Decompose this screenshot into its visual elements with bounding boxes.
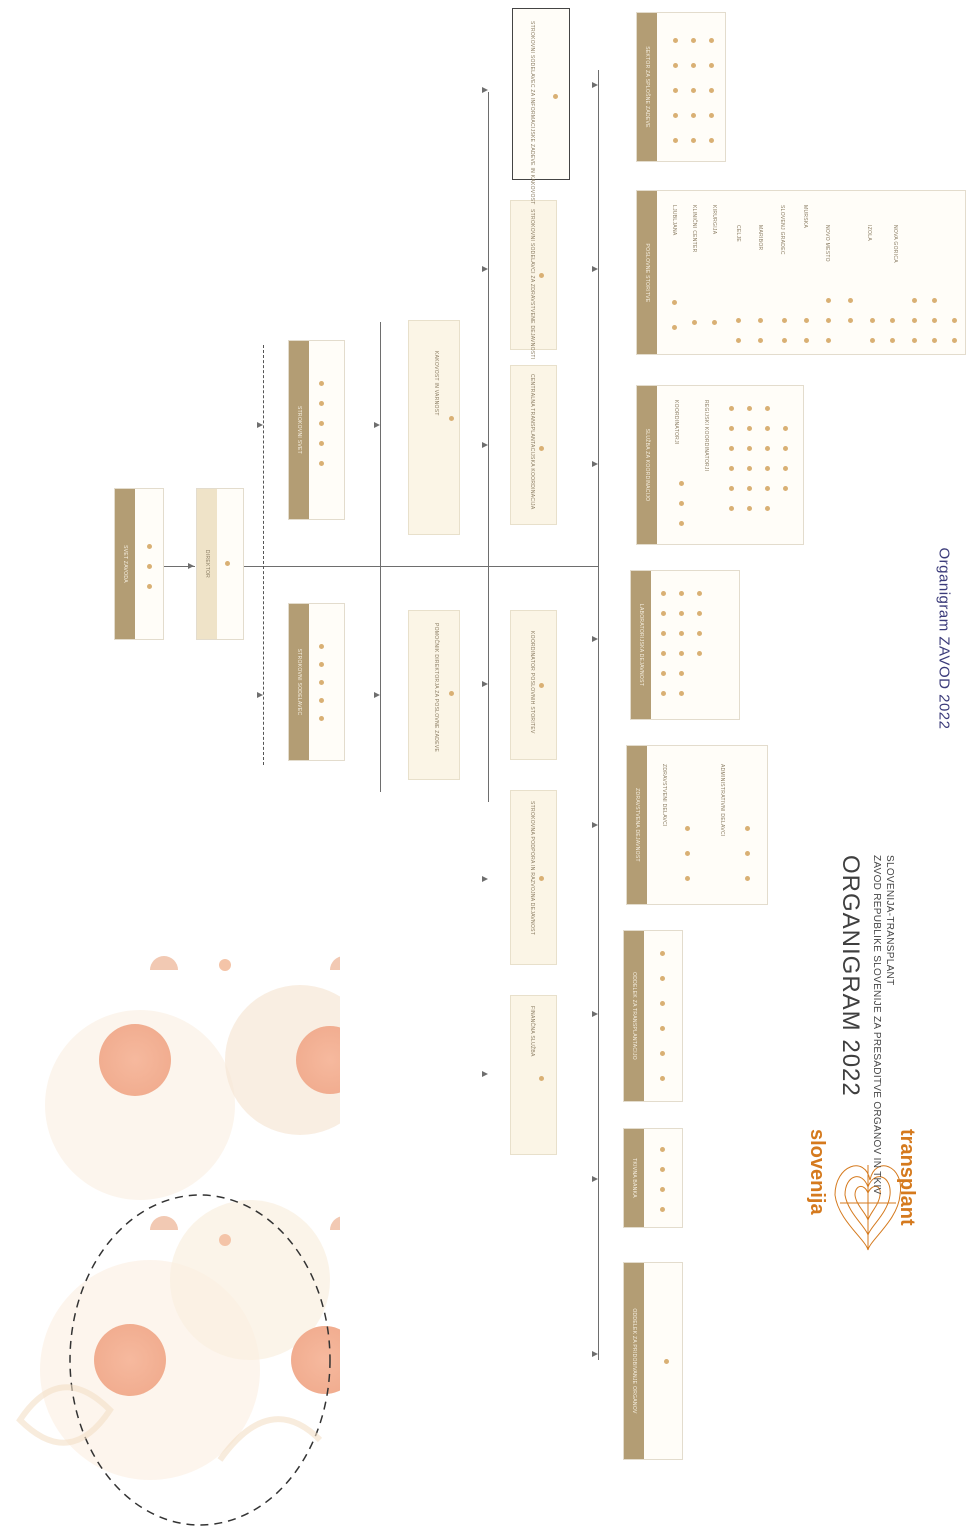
box-strokovna-podpora: STROKOVNA PODPORA IN RAZVOJNA DEJAVNOST — [510, 790, 557, 965]
box-informacijske-zadeve: STROKOVNI SODELAVEC ZA INFORMACIJSKE ZADEVE IN KAKOVOST — [512, 8, 570, 180]
location-label: NOVO MESTO — [824, 225, 830, 262]
organigram-heading: ORGANIGRAM 2022 — [837, 855, 864, 1097]
department-row-line — [598, 70, 599, 1360]
location-label: NOVA GORICA — [892, 225, 898, 263]
arrow-staff-4 — [257, 422, 263, 428]
organigram-subtitle-2: SLOVENIJA-TRANSPLANT — [884, 855, 895, 986]
box-department-3: ODDELEK ZA TRANSPLANTACIJO — [623, 930, 683, 1102]
arrow-director — [188, 563, 194, 569]
box-department-7: POSLOVNE STORITVE — [636, 190, 966, 355]
arrow-s6 — [482, 87, 488, 93]
box-koordinator-poslovnih: KOORDINATOR POSLOVNIH STORITEV — [510, 610, 557, 760]
location-label: MURSKA — [802, 205, 808, 229]
arrow-s3 — [482, 681, 488, 687]
arrow-staff-1 — [374, 692, 380, 698]
arrow-d3 — [592, 1011, 598, 1017]
arrow-s1 — [482, 1071, 488, 1077]
arrow-s2 — [482, 876, 488, 882]
arrow-d2 — [592, 1176, 598, 1182]
location-label: SLOVENJ GRADEC — [779, 205, 785, 255]
box-strokovni-sodelavci-zdr: STROKOVNI SODELAVCI ZA ZDRAVSTVENE DEJAVNOSTI — [510, 200, 557, 350]
logo-word-transplant: transplant — [896, 1129, 918, 1226]
slovenija-transplant-logo — [800, 1125, 920, 1265]
box-centralna-koordinacija: CENTRALNA TRANSPLANTACIJSKA KOORDINACIJA — [510, 365, 557, 525]
arrow-d7 — [592, 266, 598, 272]
arrow-staff-2 — [374, 422, 380, 428]
box-department-5: LABORATORIJSKA DEJAVNOST — [630, 570, 740, 720]
box-pomocnik-direktorja: POMOČNIK DIREKTORJA ZA POSLOVNE ZADEVE — [408, 610, 460, 780]
box-department-8: SEKTOR ZA SPLOŠNE ZADEVE — [636, 12, 726, 162]
arrow-d8 — [592, 82, 598, 88]
box-financna-sluzba: FINANČNA SLUŽBA — [510, 995, 557, 1155]
logo-word-slovenija: slovenija — [806, 1129, 828, 1215]
location-label: CELJE — [735, 225, 741, 243]
dashed-line-staff — [263, 345, 264, 765]
arrow-d1 — [592, 1351, 598, 1357]
arrow-s4 — [482, 442, 488, 448]
location-label: MARIBOR — [757, 225, 763, 251]
arrow-staff-3 — [257, 692, 263, 698]
arrow-d6 — [592, 461, 598, 467]
box-department-2: TKIVNA BANKA — [623, 1128, 683, 1228]
box-department-4: ZDRAVSTVENA DEJAVNOST ZDRAVSTVENI DELAVCI ADMINISTRATIVNI DELAVCI — [626, 745, 768, 905]
main-trunk-line — [243, 566, 598, 567]
box-strokovni-svet: STROKOVNI SVET — [288, 340, 345, 520]
location-label: IZOLA — [866, 225, 872, 241]
arrow-s5 — [482, 266, 488, 272]
staff-line-left — [380, 322, 381, 792]
box-department-6: SLUŽBA ZA KOORDINACIJO KOORDINATORJI REGIJSKI KOORDINATORJI — [636, 385, 804, 545]
organigram-page: Organigram ZAVOD 2022 SVET ZAVODA DIREKTOR STROKOVNI SODELAVEC STROKOVNI SVET POMOČNIK DIREKTORJA ZA POSLOVNE ZADEVE KAKOVOST IN VARNOST FINANČNA SLUŽBA STROKOVNA PODPORA IN RAZVOJNA DEJAVNOST KOORDINATOR POSLOVNIH STORITEV CENTRALNA TRANSPLANTACIJSKA KOORDINACIJA STROKOVNI SODELAVCI ZA ZDRAVSTVENE DEJAVNOSTI STROKOVNI SODELAVEC ZA INFORMACIJSKE ZADEVE IN KAKOVOST ODDELEK ZA PRIDOBIVANJE ORGANOV TKIVNA BANKA ODDELEK ZA TRANSPLANTACIJO ZDRAVSTVENA DEJAVNOST ZDRAVSTVENI DELAVCI ADMINISTRATIVNI DELAVCI LABORATORIJSKA DEJAVNOST SLUŽBA ZA KOORDINACIJO KOORDINATORJI REGIJSKI KOORDINATORJI POSLOVNE STORITVE SEKTOR ZA SPLOŠNE ZADEVE LJUBLJANA KLINIČNI CENTER KIRURGIJA CELJE MARIBOR SLOVENJ GRADEC MURSKA NOVO MESTO IZOLA NOVA GORICA slovenija transplant ORGANIGRAM 2022 ZAVOD REPUBLIKE SLOVENIJE ZA PRESADITVE ORGANOV IN TKIV SLOVENIJA-TRANSPLANT — [0, 0, 980, 1535]
organigram-subtitle-1: ZAVOD REPUBLIKE SLOVENIJE ZA PRESADITVE ORGANOV IN TKIV — [871, 855, 882, 1195]
location-label: KLINIČNI CENTER — [691, 205, 697, 253]
box-strokovni-sodelavec: STROKOVNI SODELAVEC — [288, 603, 345, 761]
service-row-line — [488, 92, 489, 802]
location-label: LJUBLJANA — [671, 205, 677, 236]
arrow-d4 — [592, 822, 598, 828]
box-svet-zavoda: SVET ZAVODA — [114, 488, 164, 640]
arrow-d5 — [592, 636, 598, 642]
location-label: KIRURGIJA — [711, 205, 717, 235]
box-direktor: DIREKTOR — [196, 488, 244, 640]
box-kakovost: KAKOVOST IN VARNOST — [408, 320, 460, 535]
box-department-1: ODDELEK ZA PRIDOBIVANJE ORGANOV — [623, 1262, 683, 1460]
